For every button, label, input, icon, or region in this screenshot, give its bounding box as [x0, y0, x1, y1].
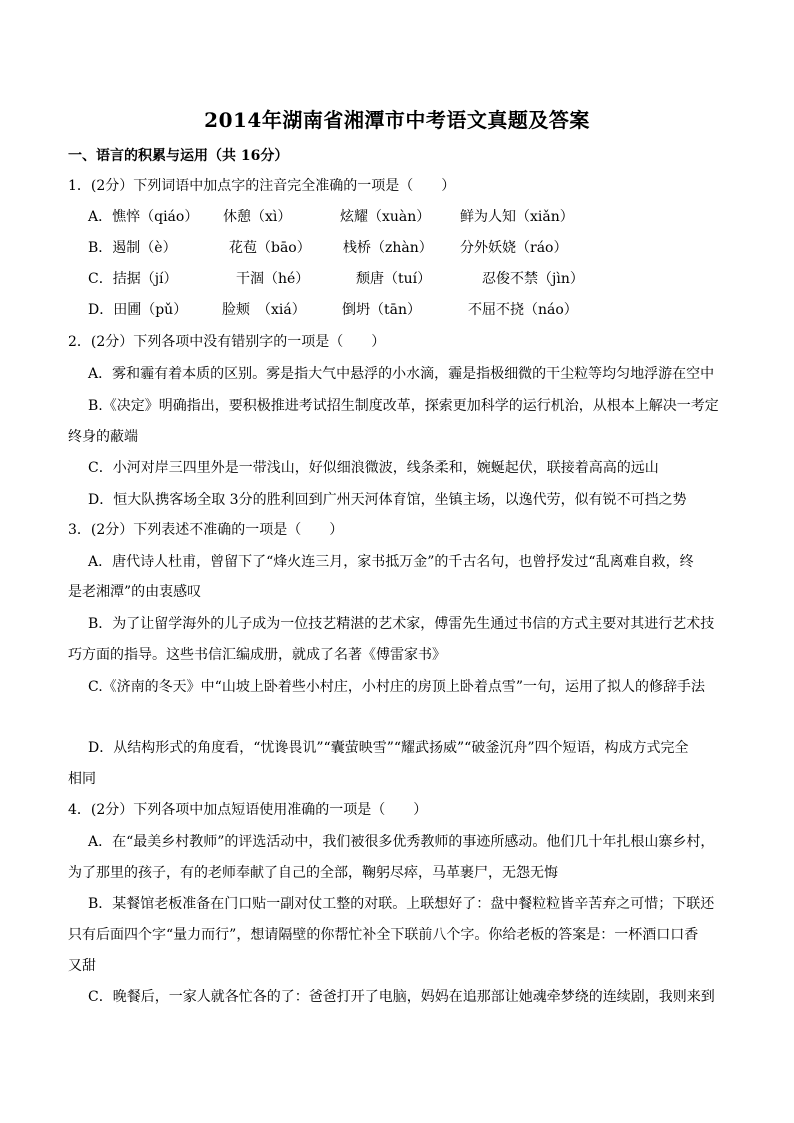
option-item: C．拮据（jí）: [88, 271, 178, 287]
question-3-option-a: A．唐代诗人杜甫，曾留下了“烽火连三月，家书抵万金”的千古名句，也曾抒发过“乱离难自救，终: [88, 554, 694, 570]
option-item: 倒坍（tān）: [342, 302, 421, 318]
section-heading: 一、语言的积累与运用（共 16分）: [68, 148, 289, 164]
question-2-option-a: A．雾和霾有着本质的区别。雾是指大气中悬浮的小水滴，霾是指极细微的干尘粒等均匀地浮游在空中: [88, 366, 715, 382]
question-2-option-b: B.《决定》明确指出，要积极推进考试招生制度改革，探索更加科学的运行机治，从根本上解决一考定: [88, 398, 719, 414]
question-3-option-b-cont: 巧方面的指导。这些书信汇编成册，就成了名著《傅雷家书》: [68, 647, 446, 663]
question-3-option-d-cont: 相同: [68, 771, 96, 787]
question-1-stem: 1．(2分）下列词语中加点字的注音完全准确的一项是（ ）: [68, 178, 456, 194]
option-item: 栈桥（zhàn）: [343, 240, 433, 256]
question-2-option-c: C．小河对岸三四里外是一带浅山，好似细浪微波，线条柔和，婉蜒起伏，联接着高高的远山: [88, 460, 659, 476]
question-4-option-b: B．某餐馆老板准备在门口贴一副对仗工整的对联。上联想好了：盘中餐粒粒皆辛苦弃之可惜；下联还: [88, 896, 715, 912]
question-3-stem: 3．(2分）下列表述不准确的一项是（ ）: [68, 522, 344, 538]
option-item: 鲜为人知（xiǎn）: [460, 209, 574, 225]
option-item: 休憩（xì）: [223, 209, 292, 225]
option-item: B．遏制（è）: [88, 240, 177, 256]
question-4-option-b-cont: 只有后面四个字“量力而行”，想请隔壁的你帮忙补全下联前八个字。你给老板的答案是：一杯酒口口香: [68, 927, 699, 943]
question-4-option-a-cont: 为了那里的孩子，有的老师奉献了自己的全部，鞠躬尽瘁，马革裹尸，无怨无悔: [68, 865, 558, 881]
option-item: D．田圃（pǔ）: [88, 302, 188, 318]
option-item: 不屈不挠（náo）: [468, 302, 578, 318]
question-2-stem: 2．(2分）下列各项中没有错别字的一项是（ ）: [68, 334, 386, 350]
option-item: 分外妖娆（ráo）: [460, 240, 568, 256]
option-item: 忍俊不禁（jìn）: [482, 271, 584, 287]
question-3-option-c: C.《济南的冬天》中“山坡上卧着些小村庄，小村庄的房顶上卧着点雪”一句，运用了拟人的修辞手法: [88, 679, 705, 695]
option-item: 脸颊 （xiá）: [222, 302, 306, 318]
question-2-option-d: D．恒大队携客场全取 3分的胜利回到广州天河体育馆，坐镇主场，以逸代劳，似有锐不可挡之势: [88, 492, 687, 508]
page-title: 2014年湖南省湘潭市中考语文真题及答案: [204, 108, 590, 132]
question-3-option-b: B．为了让留学海外的儿子成为一位技艺精湛的艺术家，傅雷先生通过书信的方式主要对其进行艺术技: [88, 616, 715, 632]
option-item: 颓唐（tuí）: [356, 271, 432, 287]
question-4-stem: 4．(2分）下列各项中加点短语使用准确的一项是（ ）: [68, 802, 428, 818]
question-4-option-a: A．在“最美乡村教师”的评选活动中，我们被很多优秀教师的事迹所感动。他们几十年扎根山寨乡村，: [88, 834, 715, 850]
question-4-option-c: C．晚餐后，一家人就各忙各的了：爸爸打开了电脑，妈妈在追那部让她魂牵梦绕的连续剧，我则来到: [88, 989, 715, 1005]
option-item: 干涸（hé）: [236, 271, 310, 287]
option-item: 花苞（bāo）: [229, 240, 311, 256]
question-3-option-a-cont: 是老湘潭”的由衷感叹: [68, 584, 202, 600]
option-item: A．憔悴（qiáo）: [88, 209, 199, 225]
option-item: 炫耀（xuàn）: [340, 209, 431, 225]
question-4-option-b-cont2: 又甜: [68, 958, 96, 974]
question-2-option-b-cont: 终身的蔽端: [68, 429, 138, 445]
question-3-option-d: D．从结构形式的角度看，“忧谗畏讥”“囊萤映雪”“耀武扬威”“破釜沉舟”四个短语，构成方式完全: [88, 740, 689, 756]
